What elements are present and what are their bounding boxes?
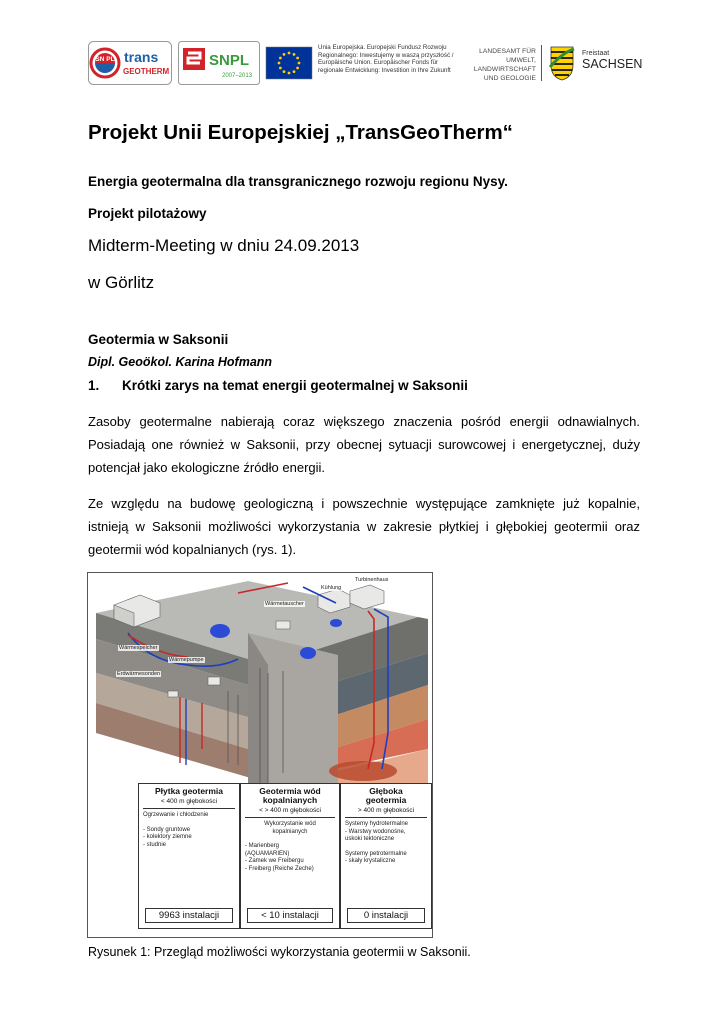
box-item: - studnie [143,841,167,848]
box-item: uskoki tektoniczne [345,836,395,842]
lfulg-logo-text [450,47,536,83]
eu-text-line: Regionalnego: Inwestujemy w waszą przyszłość / [318,51,454,59]
paragraph-line: Ze względu na budowę geologiczną i powszechnie występujące zamknięte już kopalnie, [88,496,640,511]
figure-label: Kühlung [321,585,342,591]
box-title: Geotermia wód [259,786,321,796]
box-item: - skały krystaliczne [345,858,396,864]
document-subtitle: Energia geotermalna dla transgranicznego rozwoju regionu Nysy. [88,174,508,189]
installation-count: < 10 instalacji [247,908,333,923]
box-desc: Ogrzewanie i chłodzenie [143,812,209,818]
paragraph-line: Zasoby geotermalne nabierają coraz większego znaczenia pośród energii odnawialnych. [88,414,640,429]
deep-geothermal-box [340,783,432,929]
paragraph-line: istnieją w Saksonii możliwości wykorzystania w zakresie płytkiej i głębokiej geotermii oraz [88,519,640,534]
box-item: - kolektory ziemne [143,834,192,840]
meeting-date: Midterm-Meeting w dniu 24.09.2013 [88,236,360,255]
box-depth: > 400 m głębokości [357,807,415,814]
paragraph-line: geotermii wód kopalnianych (rys. 1). [88,542,297,557]
lfulg-line: UND GEOLOGIE [483,75,536,82]
saxony-line2: SACHSEN [582,57,643,71]
box-depth: < > 400 m głębokości [259,807,321,814]
installation-count: 9963 instalacji [145,908,233,923]
document-title: Projekt Unii Europejskiej „TransGeoTherm“ [88,121,513,144]
trans-logo-line2: GEOTHERM [123,67,170,76]
paragraph-line: Posiadają one również w Saksonii, przy obecnej sytuacji surowcowej i energetycznej, duży [88,437,640,452]
header-logo-bar [88,41,648,85]
eu-text-line: Europäische Union. Europäischer Fonds für [318,59,439,67]
snpl-logo [178,41,260,85]
heading-number: 1. [88,378,100,393]
geothermal-figure [87,572,433,938]
section-title: Geotermia w Saksonii [88,332,229,347]
saxony-line1: Freistaat [582,50,610,57]
box-item: - Marienberg [245,843,280,849]
figure-label: Wärmepumpe [169,657,204,663]
figure-label: Wärmetauscher [265,601,304,607]
box-rule [245,817,335,818]
eu-flag-icon [265,41,315,85]
box-item: - Sondy gruntowe [143,826,191,833]
heading-text: Krótki zarys na temat energii geotermalnej w Saksonii [122,378,468,393]
box-item: - Freiberg (Reiche Zeche) [245,865,314,872]
box-title: Głęboka [369,786,403,796]
meeting-place: w Görlitz [88,273,155,292]
box-desc: kopalnianych [272,828,308,835]
figure-label: Wärmespeicher [119,645,158,651]
transgeotherm-logo [88,41,172,85]
lfulg-line: LANDESAMT FÜR UMWELT, [479,48,536,64]
saxony-logo [548,41,643,85]
box-desc: Systemy hydrotermalne [345,821,409,827]
box-item: - Zamek we Freibergu [245,858,304,864]
trans-badge-text: SN PL [95,56,115,63]
box-title: kopalnianych [262,795,318,805]
box-rule [143,808,235,809]
snpl-logo-name: SNPL [209,52,250,69]
lfulg-line: LANDWIRTSCHAFT [473,66,536,73]
box-desc: Systemy petrotermalne [345,850,407,857]
figure-caption: Rysunek 1: Przegląd możliwości wykorzystania geotermii w Saksonii. [88,945,471,959]
snpl-logo-years: 2007–2013 [222,73,253,79]
figure-label: Turbinenhaus [355,577,389,583]
author-name: Dipl. Geoökol. Karina Hofmann [88,355,273,369]
figure-label: Erdwärmesonden [117,671,161,677]
installation-count: 0 instalacji [347,908,425,923]
box-title: Płytka geotermia [154,786,224,796]
shallow-geothermal-box [138,783,240,929]
paragraph-2 [88,492,640,561]
header-divider [541,45,542,81]
eu-text-line: Unia Europejska. Europejski Fundusz Rozwoju [318,44,447,51]
box-item: - Warstwy wodonośne, [345,828,406,835]
box-desc: Wykorzystanie wód [264,821,316,827]
box-rule [345,817,427,818]
eu-text-line: regionale Entwicklung: Investition in Ihre Zukunft [318,66,451,74]
mine-water-geothermal-box [240,783,340,929]
box-depth: < 400 m głębokości [160,798,218,805]
box-item: (AQUAMARIEN) [245,850,290,857]
pilot-project-label: Projekt pilotażowy [88,206,207,221]
box-title: geotermia [365,795,407,805]
paragraph-1 [88,410,640,479]
paragraph-line: potencjał jako ekologiczne źródło energii. [88,460,326,475]
trans-logo-line1: trans [124,49,159,65]
